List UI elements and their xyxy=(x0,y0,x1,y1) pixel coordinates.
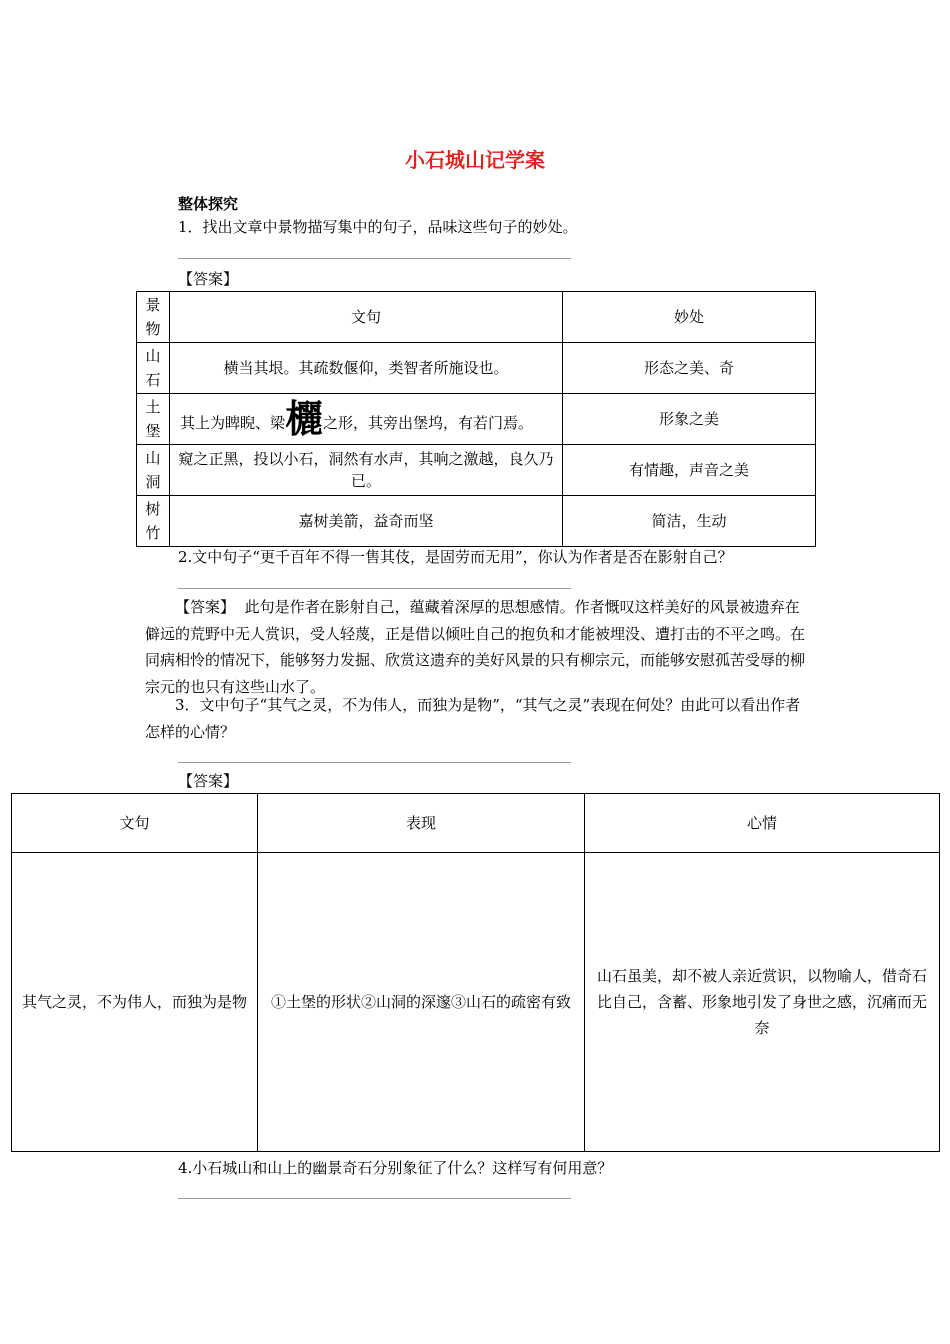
row-effect: 简洁，生动 xyxy=(563,496,816,547)
question-1: 1．找出文章中景物描写集中的句子，品味这些句子的妙处。 xyxy=(178,218,578,236)
spirit-table xyxy=(11,793,940,1152)
page-title: 小石城山记学案 xyxy=(405,148,545,172)
scenery-table xyxy=(136,291,816,547)
answer-2 xyxy=(145,594,809,700)
table-row xyxy=(137,343,816,394)
row-sentence: 窥之正黑，投以小石，洞然有水声，其响之激越，良久乃已。 xyxy=(170,445,563,496)
answer-blank-4[interactable] xyxy=(178,1198,571,1199)
table-row xyxy=(12,853,940,1152)
table-row xyxy=(137,394,816,445)
row-item: 山 石 xyxy=(137,343,170,394)
header-sentence: 文句 xyxy=(12,794,258,853)
row-sentence: 嘉树美箭，益奇而坚 xyxy=(170,496,563,547)
row-item: 山 洞 xyxy=(137,445,170,496)
row-effect: 有情趣，声音之美 xyxy=(563,445,816,496)
row-sentence: 其上为睥睨、梁欐之形，其旁出堡坞，有若门焉。 xyxy=(170,394,563,445)
table-row xyxy=(137,445,816,496)
header-scenery: 景 物 xyxy=(137,292,170,343)
answer-label-3: 【答案】 xyxy=(178,772,239,790)
enlarged-character: 欐 xyxy=(285,397,324,441)
header-effect: 妙处 xyxy=(563,292,816,343)
row-effect: 形态之美、奇 xyxy=(563,343,816,394)
table-header-row xyxy=(137,292,816,343)
answer-label-1: 【答案】 xyxy=(178,270,239,288)
table-row xyxy=(137,496,816,547)
answer-blank-3[interactable] xyxy=(178,762,571,763)
row-sentence: 横当其垠。其疏数偃仰，类智者所施设也。 xyxy=(170,343,563,394)
header-mood: 心情 xyxy=(585,794,940,853)
answer-blank-2[interactable] xyxy=(178,588,571,589)
answer-2-text: 此句是作者在影射自己，蕴藏着深厚的思想感情。作者慨叹这样美好的风景被遗弃在僻远的荒野中无人赏识，受人轻蔑，正是借以倾吐自己的抱负和才能被埋没、遭打击的不平之鸣。在同病相怜的情况下，能够努力发掘、欣赏这遗弃的美好风景的只有柳宗元，而能够安慰孤苦受辱的柳宗元的也只有这些山水了。 xyxy=(145,598,806,696)
row-performance: ①土堡的形状②山洞的深邃③山石的疏密有致 xyxy=(258,853,585,1152)
section-heading: 整体探究 xyxy=(178,195,239,213)
header-sentence: 文句 xyxy=(170,292,563,343)
row-effect: 形象之美 xyxy=(563,394,816,445)
row-item: 土 堡 xyxy=(137,394,170,445)
answer-blank-1[interactable] xyxy=(178,258,571,259)
question-3: 3．文中句子“其气之灵，不为伟人，而独为是物”，“其气之灵”表现在何处？由此可以看出作者怎样的心情？ xyxy=(145,696,801,741)
row-item: 树 竹 xyxy=(137,496,170,547)
row-sentence: 其气之灵，不为伟人，而独为是物 xyxy=(12,853,258,1152)
row-mood: 山石虽美，却不被人亲近赏识，以物喻人，借奇石比自己，含蓄、形象地引发了身世之感，沉痛而无奈 xyxy=(585,853,940,1152)
answer-label-2: 【答案】 xyxy=(175,598,236,616)
header-performance: 表现 xyxy=(258,794,585,853)
table-header-row xyxy=(12,794,940,853)
question-4: 4.小石城山和山上的幽景奇石分别象征了什么？这样写有何用意？ xyxy=(178,1159,613,1177)
question-2: 2.文中句子“更千百年不得一售其伎，是固劳而无用”，你认为作者是否在影射自己？ xyxy=(178,548,733,566)
